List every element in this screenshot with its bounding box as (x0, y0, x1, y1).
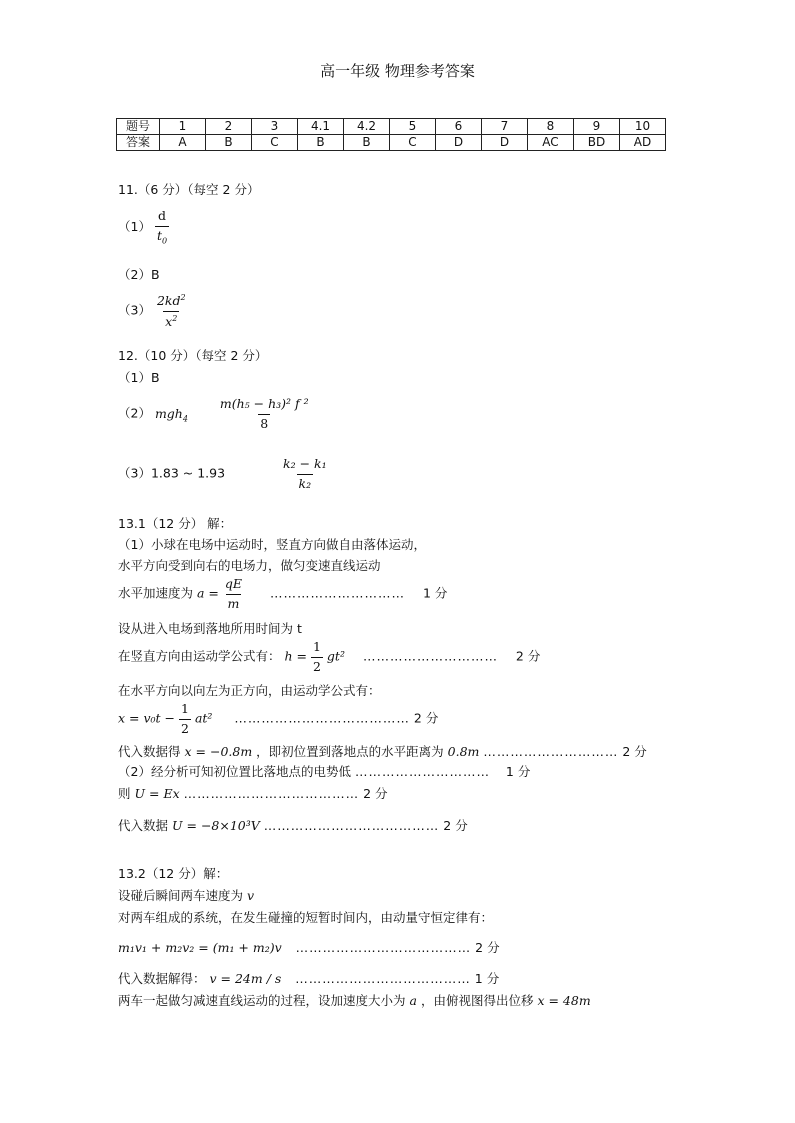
variable: t (156, 227, 162, 243)
leader-dots: ………………………………… (234, 710, 410, 726)
math: gt² (326, 648, 345, 664)
score: 1 分 (422, 585, 448, 601)
fraction-denominator: m (227, 595, 240, 611)
subscript: 0 (161, 236, 168, 245)
text: 在竖直方向由运动学公式有： (118, 648, 281, 664)
math: x = v₀t − (118, 710, 176, 726)
table-cell: B (344, 135, 390, 151)
leader-dots: ………………………………… (263, 818, 440, 833)
math: x = 48m (537, 993, 591, 1008)
fraction (155, 210, 169, 245)
text-line: （1）小球在电场中运动时，竖直方向做自由落体运动， (118, 537, 426, 552)
text: 设碰后瞬间两车速度为 (118, 888, 244, 903)
text: 两车一起做匀减速直线运动的过程，设加速度大小为 (118, 993, 406, 1008)
superscript: 2 (172, 313, 178, 323)
q12-heading: 12.（10 分）（每空 2 分） (118, 348, 268, 363)
table-header-cell: 题号 (117, 119, 160, 135)
fraction-numerator: m(h₅ − h₃)² f ² (219, 396, 309, 411)
q13-2-heading: 13.2（12 分）解： (118, 866, 229, 881)
table-cell: 9 (574, 119, 620, 135)
text: 水平加速度为 (118, 585, 194, 601)
q11-heading: 11.（6 分）（每空 2 分） (118, 182, 260, 197)
math: x = −0.8m (184, 744, 253, 759)
text: （2）经分析可知初位置比落地点的电势低 (118, 764, 351, 779)
equation-line (118, 762, 530, 780)
equation-line (118, 886, 254, 904)
table-cell: 4.1 (298, 119, 344, 135)
q11-part3-label: （3） (118, 302, 151, 318)
expression-text: mgh (154, 405, 183, 421)
fraction-denominator (163, 311, 179, 329)
text: 则 (118, 786, 131, 801)
table-cell: 10 (620, 119, 666, 135)
table-cell: B (206, 135, 252, 151)
text-line: 对两车组成的系统，在发生碰撞的短暂时间内，由动量守恒定律有： (118, 910, 494, 925)
leader-dots: ………………………… (483, 744, 619, 759)
leader-dots: ………………………………… (183, 786, 360, 801)
expression (155, 406, 188, 421)
q12-part2 (118, 398, 311, 430)
equation-line (118, 938, 500, 956)
fraction-numerator: 1 (181, 701, 189, 716)
table-cell: AD (620, 135, 666, 151)
fraction-numerator: qE (224, 576, 243, 591)
table-cell: 3 (252, 119, 298, 135)
table-cell: D (436, 135, 482, 151)
fraction-numerator: 1 (312, 639, 321, 654)
q12-part1: （1）B (118, 370, 160, 385)
fraction (218, 398, 311, 430)
equation-line (118, 641, 540, 673)
score: 1 分 (474, 971, 500, 986)
score: 2 分 (515, 648, 541, 664)
expression: 2kd (156, 293, 181, 309)
math: a = (197, 585, 219, 601)
fraction-numerator: k₂ − k₁ (283, 456, 327, 471)
score: 2 分 (413, 710, 439, 726)
text-line: 在水平方向以向左为正方向，由运动学公式有： (118, 683, 381, 698)
equation-line (118, 991, 591, 1009)
equation-line (118, 742, 647, 760)
table-cell: 4.2 (344, 119, 390, 135)
q13-1-heading: 13.1（12 分） 解： (118, 516, 233, 531)
table-cell: D (482, 135, 528, 151)
fraction (281, 458, 329, 490)
page-title: 高一年级 物理参考答案 (320, 62, 475, 80)
equation-line (118, 703, 438, 735)
text: 代入数据 (118, 818, 169, 833)
math: at² (194, 710, 213, 726)
q12-part2-label: （2） (118, 405, 151, 421)
q11-part3 (118, 294, 188, 328)
q12-part3-label: （3）1.83 ~ 1.93 (118, 465, 226, 481)
math: U = Ex (134, 786, 180, 801)
math: m₁v₁ + m₂v₂ = (m₁ + m₂)v (118, 940, 282, 955)
leader-dots: ………………………… (270, 585, 405, 601)
fraction-numerator: d (157, 208, 166, 223)
score: 2 分 (475, 940, 500, 955)
equation-line (118, 784, 388, 802)
fraction-denominator: k₂ (298, 475, 312, 491)
fraction-denominator: 8 (260, 415, 269, 431)
answer-table (116, 118, 666, 151)
table-cell: C (390, 135, 436, 151)
text: 代入数据得 (118, 744, 181, 759)
table-cell: 1 (160, 119, 206, 135)
table-cell: B (298, 135, 344, 151)
leader-dots: ………………………… (354, 764, 490, 779)
text: 代入数据解得： (118, 971, 206, 986)
math: v (247, 888, 255, 903)
math: 0.8m (447, 744, 480, 759)
table-cell: 6 (436, 119, 482, 135)
table-row-answers (117, 135, 666, 151)
table-cell: AC (528, 135, 574, 151)
table-cell: 5 (390, 119, 436, 135)
table-cell: A (160, 135, 206, 151)
math: v = 24m / s (209, 971, 282, 986)
text-line: 设从进入电场到落地所用时间为 t (118, 621, 302, 636)
fraction-denominator (155, 226, 169, 246)
equation-line (118, 578, 447, 610)
equation-line (118, 969, 499, 987)
score: 2 分 (622, 744, 647, 759)
subscript: 4 (182, 414, 188, 423)
fraction (179, 703, 191, 735)
leader-dots: ………………………………… (295, 940, 472, 955)
q11-part2: （2）B (118, 267, 160, 282)
fraction-denominator: 2 (312, 658, 321, 674)
table-row-numbers (117, 119, 666, 135)
text-line: 水平方向受到向右的电场力，做匀变速直线运动 (118, 558, 381, 573)
score: 1 分 (505, 764, 531, 779)
equation-line (118, 816, 468, 834)
text: ，即初位置到落地点的水平距离为 (256, 744, 444, 759)
table-cell: BD (574, 135, 620, 151)
leader-dots: ………………………………… (295, 971, 471, 986)
fraction-numerator (155, 294, 188, 311)
table-cell: C (252, 135, 298, 151)
table-cell: 7 (482, 119, 528, 135)
score: 2 分 (443, 818, 468, 833)
leader-dots: ………………………… (362, 648, 498, 664)
table-cell: 8 (528, 119, 574, 135)
math: h = (284, 648, 307, 664)
q11-part1 (118, 210, 169, 245)
table-header-cell: 答案 (117, 135, 160, 151)
fraction (311, 641, 323, 673)
variable: x (165, 313, 173, 329)
score: 2 分 (363, 786, 388, 801)
fraction-denominator: 2 (181, 720, 189, 736)
math: U = −8×10³V (172, 818, 260, 833)
fraction (223, 578, 244, 610)
q12-part3 (118, 458, 329, 490)
math: a (409, 993, 417, 1008)
fraction (155, 294, 188, 328)
q11-part1-label: （1） (118, 219, 151, 234)
superscript: 2 (180, 293, 186, 302)
table-cell: 2 (206, 119, 252, 135)
text: ，由俯视图得出位移 (420, 993, 534, 1008)
